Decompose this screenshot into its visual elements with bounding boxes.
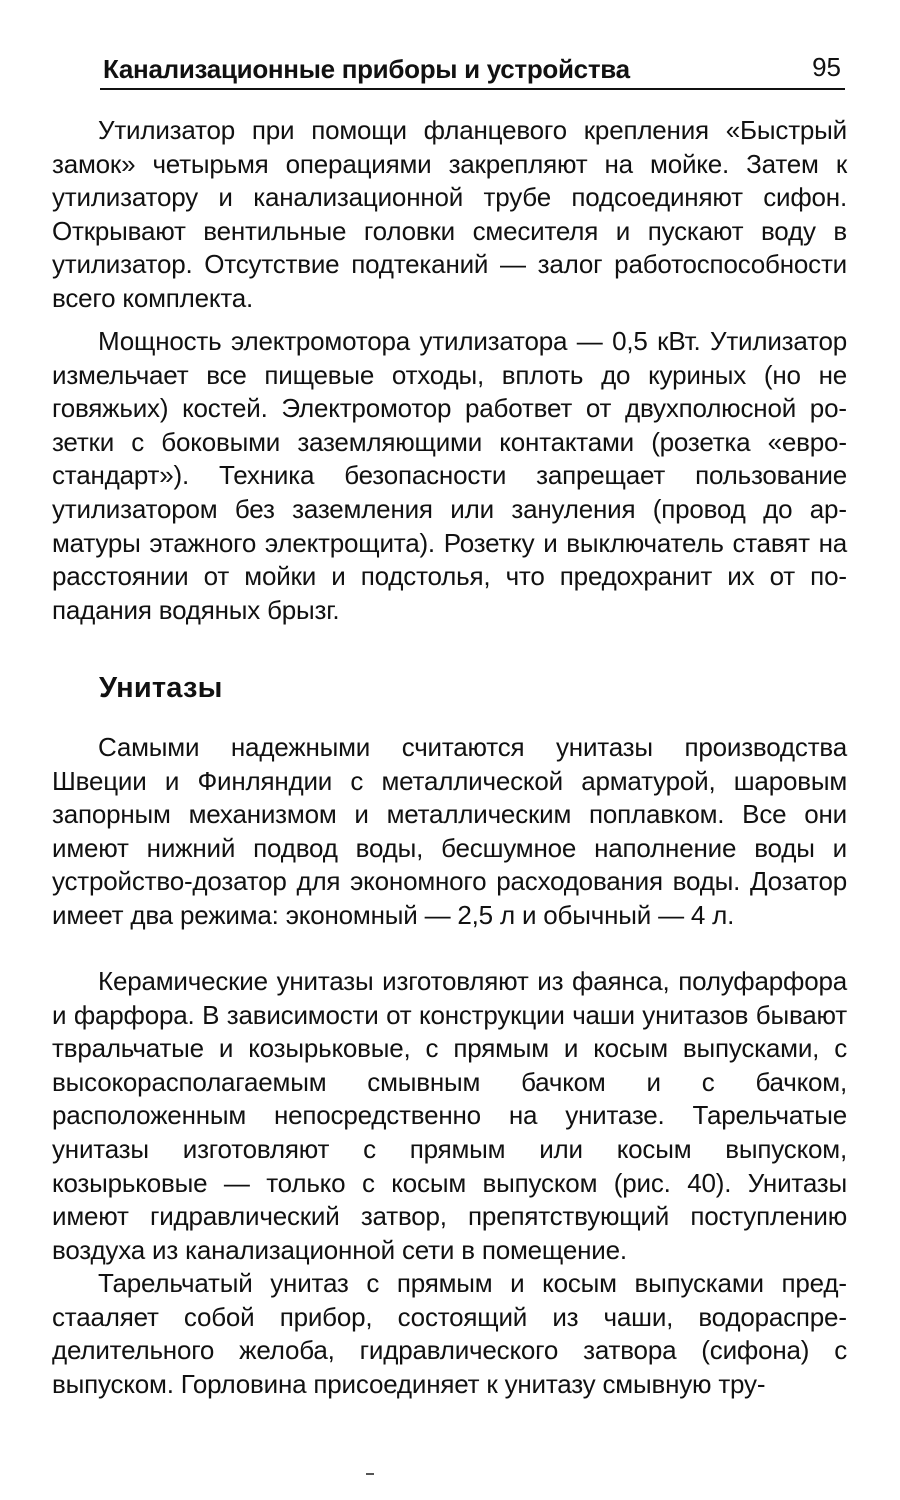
body-paragraph: Утилизатор при помощи фланцевого крепления «Быстрый замок» четырьмя операциями закрепляют на мойке. Затем к утилизатору и канализационной трубе подсоединяют сифон. Открывают вентильные головки смесителя и пускают воду в утилизатор. Отсутствие подтеканий — залог работоспособности всего комплекта. <box>52 115 847 313</box>
body-paragraph: Мощность электромотора утилизатора — 0,5 кВт. Утилизатор измельчает все пищевые отходы, вплоть до куриных (но не говяжьих) костей. Электромотор работвет от двухполюсной розетки с боковыми заземляющими контактами (розетка «евростандарт»). Техника безопасности запрещает пользование утилизатором без заземления или зануления (провод до арматуры этажного электрощита). Розетку и выключатель ставят на расстоянии от мойки и подстолья, что предохранит их от попадания водяных брызг. <box>52 326 847 625</box>
page-number: 95 <box>812 52 841 82</box>
paragraph-toilets-reliability <box>52 731 847 933</box>
paragraph-disposer-installation <box>52 114 847 316</box>
running-title: Канализационные приборы и устройства <box>103 54 630 84</box>
body-paragraph: Керамические унитазы изготовляют из фаянса, полуфарфора и фарфора. В зависимости от конструкции чаши унитазов бывают твральчатые и козырьковые, с прямым и косым выпусками, с высокорасполагаемым смывным бачком и с бачком, расположенным непосредственно на унитазе. Тарельчатые унитазы изготовляют с прямым или косым выпуском, козырьковые — только с косым выпуском (рис. 40). Унитазы имеют гидравлический затвор, препятствующий поступлению воздуха из канализационной сети в помещение. <box>52 966 847 1265</box>
paragraph-ceramic-toilets <box>52 965 847 1267</box>
paragraph-plate-toilet <box>52 1267 847 1401</box>
body-paragraph: Самыми надежными считаются унитазы производства Швеции и Финляндии с металлической арматурой, шаровым запорным механизмом и металлическим поплавком. Все они имеют нижний подвод воды, бесшумное наполнение воды и устройство-дозатор для экономного расходования воды. Дозатор имеет два режима: экономный — 2,5 л и обычный — 4 л. <box>52 732 847 930</box>
paragraph-disposer-power <box>52 325 847 627</box>
body-paragraph: Тарельчатый унитаз с прямым и косым выпусками предстааляет собой прибор, состоящий из чаши, водораспределительного желоба, гидравлического затвора (сифона) с выпуском. Горловина присоединяет к унитазу смывную тру- <box>52 1268 847 1399</box>
scan-artifact <box>366 1473 374 1475</box>
running-header <box>100 52 845 90</box>
section-heading: Унитазы <box>99 672 223 704</box>
